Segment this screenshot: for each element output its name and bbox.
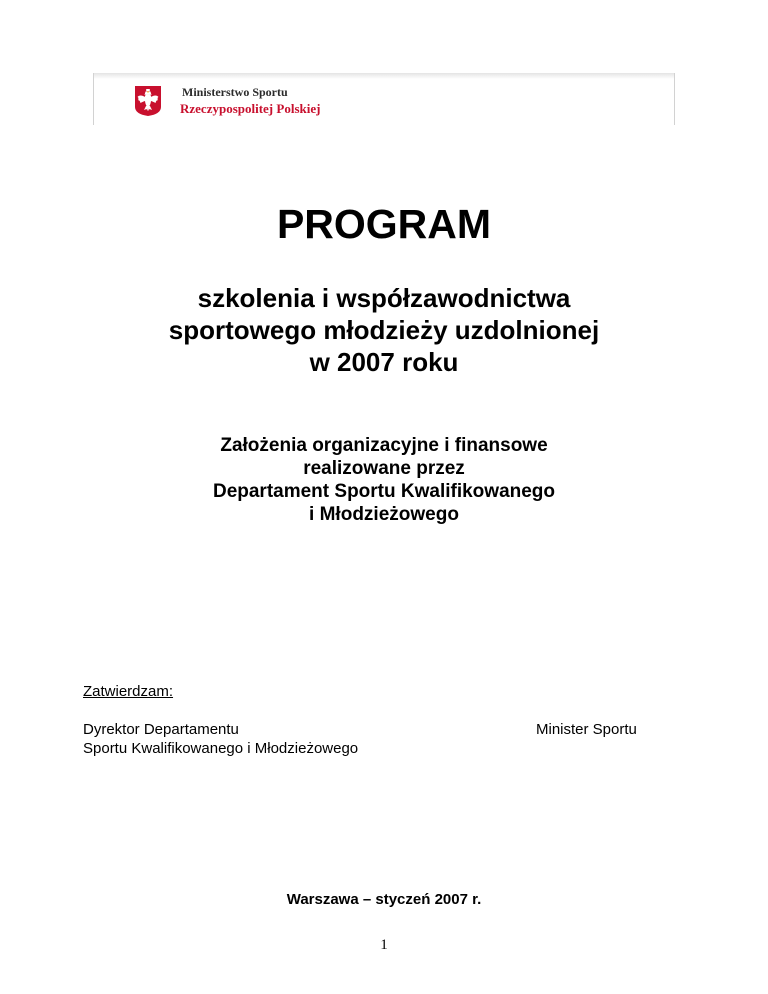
approval-label: Zatwierdzam: [83, 683, 174, 700]
document-title: PROGRAM [276, 201, 492, 247]
right-signatory: Minister Sportu [536, 721, 637, 738]
assumptions-line: Założenia organizacyjne i finansowe [220, 435, 548, 456]
ministry-header-banner [93, 73, 675, 125]
signatory-line: Dyrektor Departamentu [83, 721, 239, 738]
signatory-line: Sportu Kwalifikowanego i Młodzieżowego [83, 740, 359, 757]
left-signatory [83, 720, 358, 758]
subtitle-line: w 2007 roku [309, 347, 459, 377]
assumptions-heading [0, 434, 768, 526]
document-subtitle [0, 282, 768, 378]
assumptions-line: realizowane przez [303, 458, 465, 479]
subtitle-line: szkolenia i współzawodnictwa [197, 283, 571, 313]
ministry-country: Rzeczypospolitej Polskiej [180, 101, 321, 116]
assumptions-line: Departament Sportu Kwalifikowanego [212, 481, 556, 502]
assumptions-line: i Młodzieżowego [309, 504, 459, 525]
polish-eagle-icon [134, 85, 162, 117]
page-number: 1 [380, 937, 388, 953]
ministry-name: Ministerstwo Sportu [182, 85, 288, 99]
place-and-date: Warszawa – styczeń 2007 r. [286, 891, 482, 908]
subtitle-line: sportowego młodzieży uzdolnionej [168, 315, 600, 345]
